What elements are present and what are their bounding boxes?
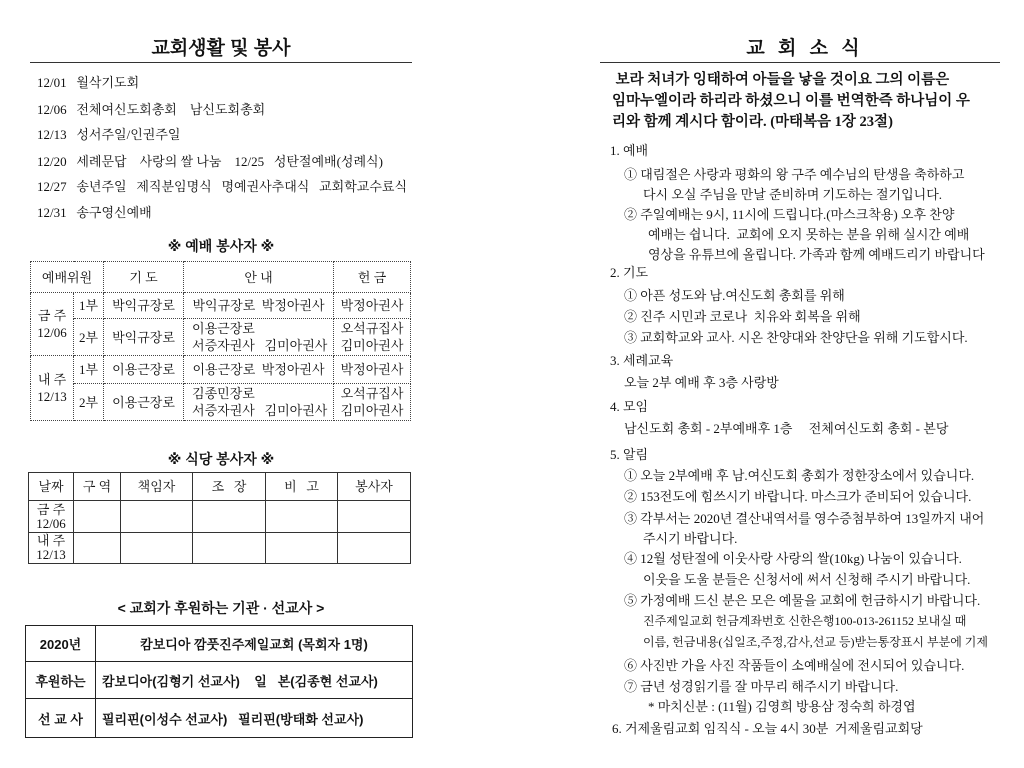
section-heading: 5. 알림: [610, 447, 649, 462]
news-item: 영상을 유튜브에 올립니다. 가족과 함께 예배드리기 바랍니다: [648, 247, 985, 262]
guide-cell: 박익규장로 박정아권사: [184, 293, 334, 319]
news-item: ① 대림절은 사랑과 평화의 왕 구주 예수님의 탄생을 축하하고: [624, 167, 965, 182]
right-page-title: 교 회 소 식: [746, 38, 864, 59]
schedule-date: 12/20: [37, 154, 67, 169]
news-item: 다시 오실 주님을 만날 준비하며 기도하는 절기입니다.: [643, 187, 943, 202]
offering-cell: 오석규집사 김미아권사: [334, 319, 411, 356]
schedule-text: 세례문답 사랑의 쌀 나눔 12/25 성탄절예배(성례식): [76, 154, 383, 169]
service-part: 2부: [74, 384, 104, 421]
prayer-cell: 이용근장로: [104, 356, 184, 384]
support-label: 선 교 사: [26, 699, 96, 738]
table-row: [26, 626, 413, 662]
prayer-cell: 이용근장로: [104, 384, 184, 421]
schedule-date: 12/27: [37, 179, 67, 194]
schedule-date: 12/06: [37, 102, 67, 117]
offering-cell: 박정아권사: [334, 293, 411, 319]
schedule-text: 송년주일 제직분임명식 명예권사추대식 교회학교수료식: [76, 179, 408, 194]
verse-line: 리와 함께 계시다 함이라. (마태복음 1장 23절): [612, 114, 893, 130]
cafeteria-volunteers-title: ※ 식당 봉사자 ※: [167, 451, 275, 467]
week-label: 금 주 12/06: [31, 293, 74, 356]
schedule-item: [37, 176, 407, 195]
table-row: [31, 384, 411, 421]
news-item: 이웃을 도울 분들은 신청서에 써서 신청해 주시기 바랍니다.: [643, 572, 971, 587]
schedule-item: [37, 124, 180, 143]
news-item: ⑥ 사진반 가을 사진 작품들이 소예배실에 전시되어 있습니다.: [624, 658, 965, 673]
service-part: 1부: [74, 356, 104, 384]
news-item: ④ 12월 성탄절에 이웃사랑 사랑의 쌀(10kg) 나눔이 있습니다.: [624, 551, 962, 566]
guide-cell: 이용근장로 서증자권사 김미아권사: [184, 319, 334, 356]
header-cell: 비 고: [266, 473, 338, 501]
support-entry: 캄보디아(김형기 선교사) 일 본(김종현 선교사): [96, 662, 413, 699]
empty-cell: [74, 533, 121, 564]
empty-cell: [266, 533, 338, 564]
schedule-item: [37, 151, 383, 170]
guide-cell: 이용근장로 박정아권사: [184, 356, 334, 384]
date-cell: 내 주 12/13: [29, 533, 74, 564]
table-row: [29, 533, 411, 564]
news-item: 오늘 2부 예배 후 3층 사랑방: [624, 375, 779, 390]
empty-cell: [193, 501, 266, 533]
title-divider: [600, 62, 1000, 63]
header-cell: 기 도: [104, 262, 184, 293]
news-item: 예배는 쉽니다. 교회에 오지 못하는 분을 위해 실시간 예배: [648, 227, 970, 242]
news-item: 주시기 바랍니다.: [643, 531, 738, 546]
cafeteria-volunteers-table: [28, 472, 411, 564]
news-item: ① 오늘 2부예배 후 남.여신도회 총회가 정한장소에서 있습니다.: [624, 468, 975, 483]
empty-cell: [193, 533, 266, 564]
empty-cell: [338, 501, 411, 533]
service-part: 2부: [74, 319, 104, 356]
supported-missionaries-table: [25, 625, 413, 738]
section-heading: 4. 모임: [610, 399, 649, 414]
section-heading: 2. 기도: [610, 265, 649, 280]
header-cell: 봉사자: [338, 473, 411, 501]
header-cell: 구 역: [74, 473, 121, 501]
news-item: ① 아픈 성도와 남.여신도회 총회를 위해: [624, 288, 845, 303]
schedule-date: 12/31: [37, 205, 67, 220]
schedule-text: 전체여신도회총회 남신도회총회: [76, 102, 266, 117]
table-row: [31, 319, 411, 356]
news-item: 남신도회 총회 - 2부예배후 1층 전체여신도회 총회 - 본당: [624, 421, 949, 436]
news-item: ② 153전도에 힘쓰시기 바랍니다. 마스크가 준비되어 있습니다.: [624, 489, 972, 504]
header-cell: 예배위원: [31, 262, 104, 293]
offering-cell: 오석규집사 김미아권사: [334, 384, 411, 421]
verse-line: 임마누엘이라 하리라 하셨으니 이를 번역한즉 하나님이 우: [612, 93, 970, 109]
section-heading: 1. 예배: [610, 143, 649, 158]
news-item: ③ 각부서는 2020년 결산내역서를 영수증첨부하여 13일까지 내어: [624, 511, 985, 526]
header-cell: 책임자: [121, 473, 193, 501]
header-cell: 날짜: [29, 473, 74, 501]
table-row: [31, 293, 411, 319]
empty-cell: [338, 533, 411, 564]
news-item: ② 주일예배는 9시, 11시에 드립니다.(마스크착용) 오후 찬양: [624, 207, 955, 222]
section-heading: 6. 거제울림교회 임직식 - 오늘 4시 30분 거제울림교회당: [612, 721, 923, 736]
guide-cell: 김종민장로 서증자권사 김미아권사: [184, 384, 334, 421]
schedule-text: 성서주일/인권주일: [76, 127, 181, 142]
prayer-cell: 박익규장로: [104, 319, 184, 356]
offering-cell: 박정아권사: [334, 356, 411, 384]
support-label: 후원하는: [26, 662, 96, 699]
schedule-item: [37, 99, 265, 118]
support-entry: 필리핀(이성수 선교사) 필리핀(방태화 선교사): [96, 699, 413, 738]
empty-cell: [74, 501, 121, 533]
header-cell: 조 장: [193, 473, 266, 501]
week-label: 내 주 12/13: [31, 356, 74, 421]
header-cell: 안 내: [184, 262, 334, 293]
empty-cell: [121, 533, 193, 564]
support-label: 2020년: [26, 626, 96, 662]
table-row: [29, 501, 411, 533]
prayer-cell: 박익규장로: [104, 293, 184, 319]
news-item: ⑦ 금년 성경읽기를 잘 마무리 해주시기 바랍니다.: [624, 679, 899, 694]
news-item: ② 진주 시민과 코로나 치유와 회복을 위해: [624, 309, 861, 324]
empty-cell: [121, 501, 193, 533]
supported-missionaries-title: < 교회가 후원하는 기관 · 선교사 >: [117, 600, 325, 616]
table-row: [26, 699, 413, 738]
schedule-date: 12/13: [37, 127, 67, 142]
schedule-text: 송구영신예배: [76, 205, 152, 220]
header-cell: 헌 금: [334, 262, 411, 293]
table-row: [31, 356, 411, 384]
section-heading: 3. 세례교육: [610, 353, 674, 368]
news-item: ⑤ 가정예배 드신 분은 모은 예물을 교회에 헌금하시기 바랍니다.: [624, 593, 981, 608]
empty-cell: [266, 501, 338, 533]
schedule-item: [37, 202, 152, 221]
news-item: 진주제일교회 헌금계좌번호 신한은행100-013-261152 보내실 때: [643, 614, 967, 628]
schedule-text: 월삭기도회: [76, 75, 140, 90]
news-item: * 마치신분 : (11월) 김영희 방용삼 정숙희 하경엽: [648, 699, 916, 714]
table-row: [26, 662, 413, 699]
left-page-title: 교회생활 및 봉사: [151, 38, 291, 59]
worship-volunteers-table: [30, 261, 411, 421]
verse-line: 보라 처녀가 잉태하여 아들을 낳을 것이요 그의 이름은: [612, 72, 950, 88]
schedule-date: 12/01: [37, 75, 67, 90]
service-part: 1부: [74, 293, 104, 319]
worship-volunteers-title: ※ 예배 봉사자 ※: [167, 238, 275, 254]
support-entry: 캄보디아 깜풋진주제일교회 (목회자 1명): [96, 626, 413, 662]
title-divider: [30, 62, 412, 63]
schedule-item: [37, 72, 139, 91]
news-item: ③ 교회학교와 교사. 시온 찬양대와 찬양단을 위해 기도합시다.: [624, 330, 968, 345]
news-item: 이름, 헌금내용(십일조,주정,감사,선교 등)받는통장표시 부분에 기제: [643, 635, 988, 649]
table-header-row: [29, 473, 411, 501]
table-header-row: [31, 262, 411, 293]
date-cell: 금 주 12/06: [29, 501, 74, 533]
